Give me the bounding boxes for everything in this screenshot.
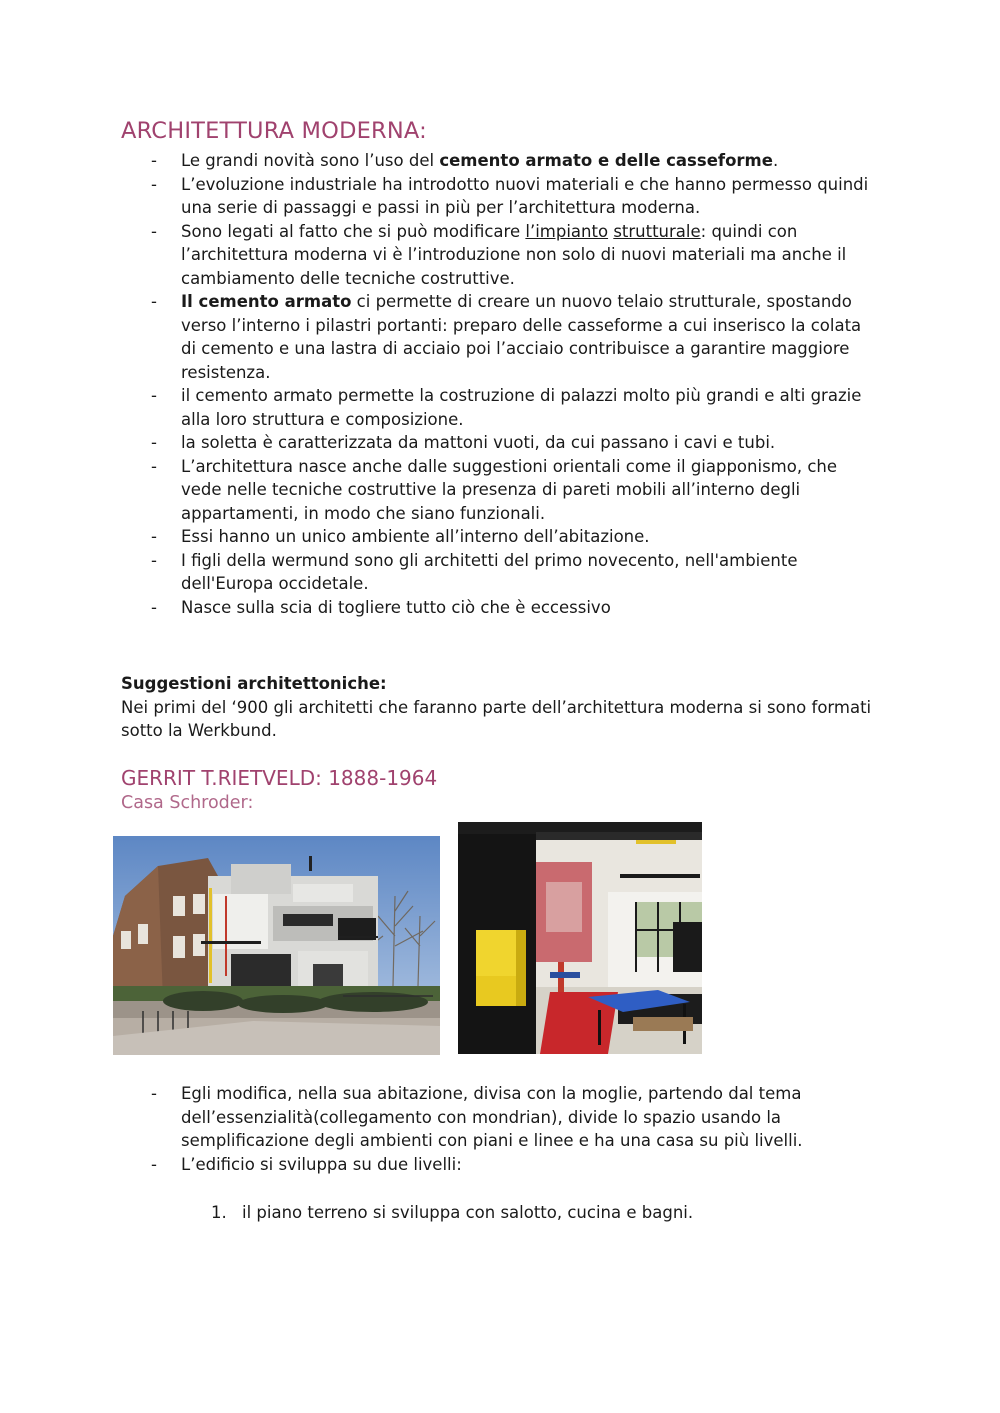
dash-marker: - xyxy=(151,386,157,405)
dash-marker: - xyxy=(151,221,157,241)
list-item xyxy=(0,431,881,455)
list-item-text: : quindi con l’architettura moderna vi è l’introduzione non solo di nuovi materiali ma anche il cambiamento delle tecniche costruttive. xyxy=(181,221,847,288)
dash-marker: - xyxy=(151,174,157,194)
list-item-text: I figli della wermund sono gli architetti del primo novecento, nell'ambiente dell'Europa occidetale. xyxy=(181,550,798,593)
list-item-text: Sono legati al fatto che si può modificare xyxy=(181,221,526,241)
list-item xyxy=(0,596,881,620)
casa-schroder-interior-photo xyxy=(458,822,702,1054)
dash-marker: - xyxy=(151,1084,157,1103)
numbered-item-marker: 1. xyxy=(211,1203,227,1222)
list-item-text: Nasce sulla scia di togliere tutto ciò che è eccessivo xyxy=(181,597,611,617)
list-item xyxy=(0,173,881,220)
list-item-text: ci permette di creare un nuovo telaio strutturale, spostando verso l’interno i pilastri portanti: preparo delle casseforme a cui inserisco la colata di cemento e una lastra di acciaio poi l’acciaio contribuisce a garantire maggiore resistenza. xyxy=(181,292,862,382)
underlined-text: strutturale xyxy=(613,221,701,241)
bullet-list-architettura xyxy=(0,149,881,619)
dash-marker: - xyxy=(151,456,157,476)
suggestioni-section xyxy=(121,672,881,743)
bullet-list-rietveld xyxy=(0,1082,881,1176)
list-item xyxy=(0,290,881,384)
heading-architettura-moderna: ARCHITETTURA MODERNA: xyxy=(121,118,427,144)
list-item xyxy=(0,220,881,291)
suggestioni-title: Suggestioni architettoniche: xyxy=(121,674,387,693)
dash-marker: - xyxy=(151,151,157,170)
list-item xyxy=(0,1082,881,1153)
subheading-casa-schroder: Casa Schroder: xyxy=(121,793,254,813)
suggestioni-text: Nei primi del ‘900 gli architetti che faranno parte dell’architettura moderna si sono formati sotto la Werkbund. xyxy=(121,697,872,740)
underlined-text: l’impianto xyxy=(525,221,609,241)
heading-rietveld: GERRIT T.RIETVELD: 1888-1964 xyxy=(121,766,438,790)
list-item-text: L’edificio si sviluppa su due livelli: xyxy=(181,1154,462,1174)
dash-marker: - xyxy=(151,433,157,452)
casa-schroder-exterior-photo xyxy=(113,836,440,1055)
dash-marker: - xyxy=(151,527,157,546)
list-item-text: . xyxy=(772,151,779,170)
list-item-text: il cemento armato permette la costruzione di palazzi molto più grandi e alti grazie alla loro struttura e composizione. xyxy=(181,386,862,429)
dash-marker: - xyxy=(151,597,157,617)
list-item xyxy=(0,384,881,431)
list-item xyxy=(0,1153,881,1177)
list-item-text: Essi hanno un unico ambiente all’interno dell’abitazione. xyxy=(181,527,650,546)
list-item-text: Le grandi novità sono l’uso del xyxy=(181,151,440,170)
list-item xyxy=(0,455,881,526)
list-item-text: L’evoluzione industriale ha introdotto nuovi materiali e che hanno permesso quindi una serie di passaggi e passi in più per l’architettura moderna. xyxy=(181,174,869,217)
list-item xyxy=(0,149,881,173)
numbered-item-text: il piano terreno si sviluppa con salotto, cucina e bagni. xyxy=(242,1203,694,1222)
dash-marker: - xyxy=(151,292,157,311)
list-item-text: Egli modifica, nella sua abitazione, divisa con la moglie, partendo dal tema dell’essenzialità(collegamento con mondrian), divide lo spazio usando la semplificazione degli ambienti con piani e linee e ha una casa su più livelli. xyxy=(181,1084,803,1150)
dash-marker: - xyxy=(151,1154,157,1174)
list-item xyxy=(0,525,881,549)
numbered-item xyxy=(211,1201,693,1225)
list-item-bold: Il cemento armato xyxy=(181,292,352,311)
list-item xyxy=(0,549,881,596)
list-item-text: L’architettura nasce anche dalle suggestioni orientali come il giapponismo, che vede nelle tecniche costruttive la presenza di pareti mobili all’interno degli appartamenti, in modo che siano funzionali. xyxy=(181,456,838,523)
dash-marker: - xyxy=(151,550,157,570)
list-item-text: la soletta è caratterizzata da mattoni vuoti, da cui passano i cavi e tubi. xyxy=(181,433,776,452)
list-item-bold: cemento armato e delle casseforme xyxy=(439,151,773,170)
